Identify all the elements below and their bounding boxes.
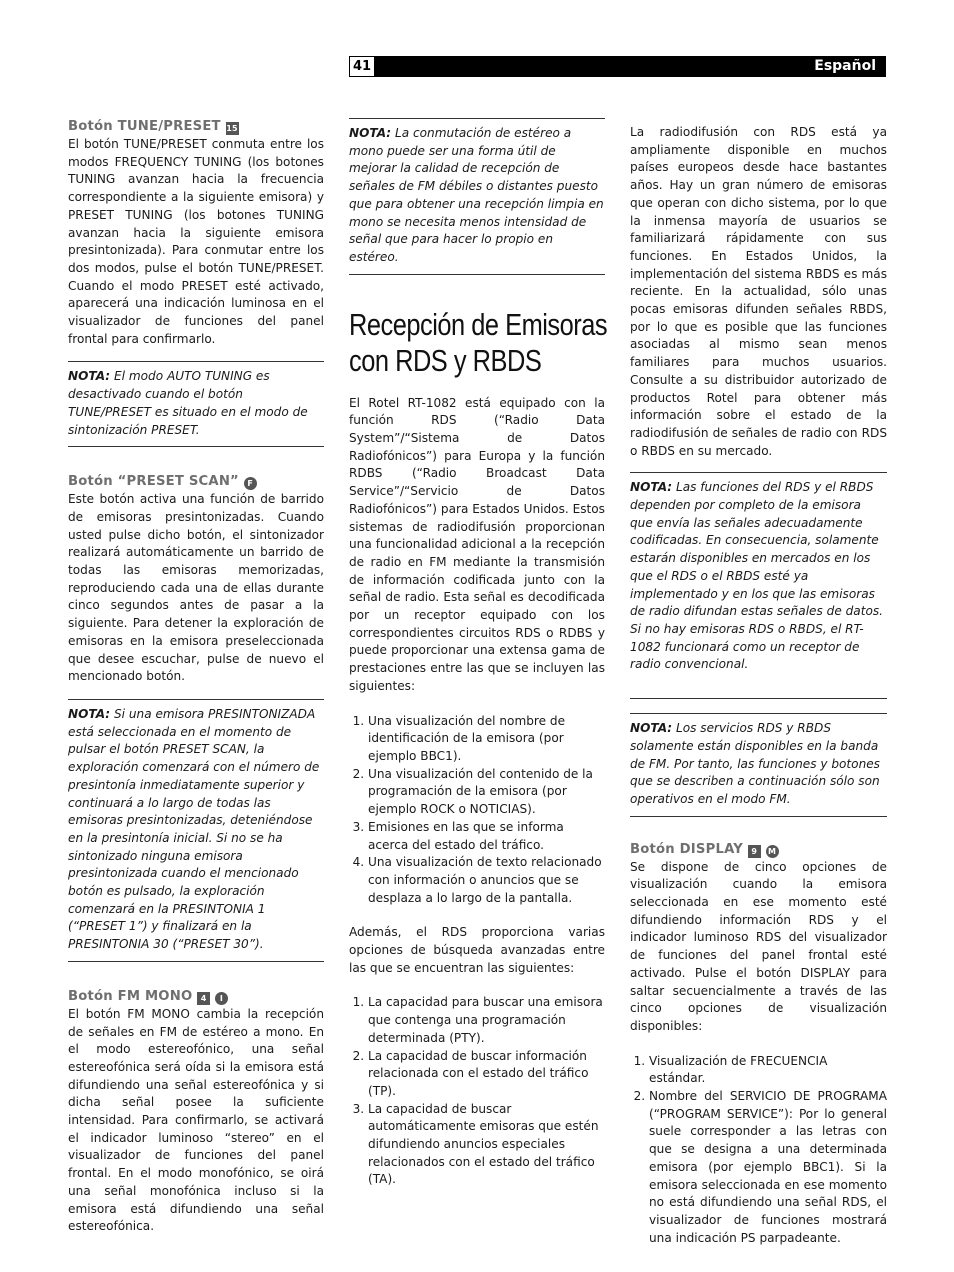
note-rds-dependency <box>630 472 887 699</box>
preset-scan-heading-text: Botón “PRESET SCAN” <box>68 474 239 490</box>
note-label: NOTA: <box>68 706 111 721</box>
fm-mono-heading <box>68 988 324 1006</box>
rds-search-list <box>349 994 605 1189</box>
list-item: 4. Una visualización de texto relacionado con información o anuncios que se desplaza a lo largo de la pantalla. <box>368 854 605 907</box>
display-options-list <box>630 1053 887 1248</box>
rds-features-list <box>349 713 605 908</box>
note-label: NOTA: <box>68 369 111 384</box>
tune-preset-heading-text: Botón TUNE/PRESET <box>68 119 221 134</box>
note-fm-only-body <box>630 720 887 809</box>
note-stereo-mono-text: La conmutación de estéreo a mono puede ser una forma útil de mejorar la calidad de recepción de señales de FM débiles o distantes puesto que para obtener una recepción limpia en mono se necesita menos intensidad de señal que para hacer lo propio en estéreo. <box>349 126 604 264</box>
list-item: 3. Emisiones en las que se informa acerca del estado del tráfico. <box>368 819 605 854</box>
preset-scan-heading <box>68 473 324 491</box>
note-auto-tuning-body <box>68 368 324 439</box>
spacer <box>630 674 887 691</box>
section-title <box>349 307 611 379</box>
section-title-line2: con RDS y RBDS <box>349 342 542 378</box>
column-middle <box>349 118 608 1189</box>
header-bar <box>349 56 886 77</box>
display-heading-text: Botón DISPLAY <box>630 841 743 857</box>
rds-intro-text: El Rotel RT-1082 está equipado con la función RDS (“Radio Data System”/“Sistema de Datos Radiofónicos”) para Europa y la función RDBS (“Radio Broadcast Data Service”/“Servicio de Datos Radiofónicos”) para Estados Unidos. Estos sistemas de radiodifusión proporcionan una funcionalidad adicional a la recepción de radio en FM mediante la transmisión de información codificada junto con la señal de radio. Esta señal es decodificada por un receptor equipado con los correspondientes circuitos RDS o RDBS y puede proporcionar una extensa gama de prestaciones entre las que se incluyen las siguientes: <box>349 395 605 693</box>
column-left <box>68 118 324 1236</box>
note-stereo-mono-body <box>349 125 605 267</box>
preset-scan-badge: F <box>244 477 257 490</box>
display-text: Se dispone de cinco opciones de visualización cuando la emisora seleccionada en ese momento esté difundiendo información RDS y el indicador luminoso RDS del visualizador de funciones del panel frontal esté activado. Pulse el botón DISPLAY para saltar secuencialmente a través de las cinco opciones de visualización disponibles: <box>630 859 887 1033</box>
note-rds-dependency-body <box>630 479 887 674</box>
note-fm-only-text: Los servicios RDS y RBDS solamente están disponibles en la banda de FM. Por tanto, las funciones y botones que se describen a continuación sólo son operativos en el modo FM. <box>630 721 880 806</box>
tune-preset-heading <box>68 118 324 136</box>
list-item: 2. Nombre del SERVICIO DE PROGRAMA (“PROGRAM SERVICE”): Por lo general suele corresponder a las letras con que se designa a una determinada emisora (por ejemplo BBC1). Si la emisora seleccionada en ese momento no está difundiendo una señal RDS, el visualizador de funciones mostrará una indicación PS parpadeante. <box>649 1088 887 1247</box>
note-label: NOTA: <box>630 480 673 495</box>
note-preset-scan-body <box>68 706 324 954</box>
note-preset-scan-text: Si una emisora PRESINTONIZADA está seleccionada en el momento de pulsar el botón PRESET SCAN, la exploración comenzará con el número de presintonía inmediatamente superior y continuará a lo largo de todas las emisoras presintonizadas, deteniéndose en la presintonía inicial. Si no se ha sintonizado ninguna emisora presintonizada cuando el mencionado botón es pulsado, la exploración comenzará en la PRESINTONIA 1 (“PRESET 1”) y finalizará en la PRESINTONIA 30 (“PRESET 30”). <box>68 706 320 952</box>
note-preset-scan <box>68 699 324 962</box>
display-badge-box: 9 <box>748 845 761 858</box>
list-item: 1. Visualización de FRECUENCIA estándar. <box>649 1053 887 1088</box>
list-item: 1. La capacidad para buscar una emisora que contenga una programación determinada (PTY). <box>368 994 605 1047</box>
list-item: 2. La capacidad de buscar información relacionada con el estado del tráfico (TP). <box>368 1048 605 1101</box>
tune-preset-badge: 15 <box>226 124 238 133</box>
display-heading <box>630 841 887 859</box>
note-stereo-mono <box>349 118 605 275</box>
note-auto-tuning <box>68 361 324 447</box>
note-rds-dependency-text: Las funciones del RDS y el RBDS dependen por completo de la emisora que envía las señales adecuadamente codificadas. En consecuencia, solamente estarán disponibles en mercados en los que el RDS o el RBDS esté ya implementado y en los que las emisoras de radio difundan estas señales de datos. Si no hay emisoras RDS o RBDS, el RT-1082 funcionará como un receptor de radio convencional. <box>630 480 883 672</box>
list-item: 2. Una visualización del contenido de la programación de la emisora (por ejemplo ROCK o NOTICIAS). <box>368 766 605 819</box>
fm-mono-heading-text: Botón FM MONO <box>68 988 193 1004</box>
preset-scan-text: Este botón activa una función de barrido de emisoras presintonizadas. Cuando usted pulse dicho botón, el sintonizador realizará automáticamente un barrido de todas las emisoras memorizadas, reproduciendo cada una de ellas durante cinco segundos antes de pasar a la siguiente. Para detener la exploración de emisoras en la emisora preseleccionada que desee escuchar, pulse de nuevo el mencionado botón. <box>68 492 324 684</box>
page-number: 41 <box>349 56 375 77</box>
rds-advanced-text: Además, el RDS proporciona varias opciones de búsqueda avanzadas entre las que se encuentran las siguientes: <box>349 925 605 975</box>
note-auto-tuning-text: El modo AUTO TUNING es desactivado cuando el botón TUNE/PRESET es situado en el modo de sintonización PRESET. <box>68 369 308 437</box>
section-title-line1: Recepción de Emisoras <box>349 306 608 342</box>
list-item: 1. Una visualización del nombre de identificación de la emisora (por ejemplo BBC1). <box>368 713 605 766</box>
fm-mono-badge-box: 4 <box>197 992 210 1005</box>
note-label: NOTA: <box>349 126 392 140</box>
note-fm-only <box>630 713 887 817</box>
list-item: 3. La capacidad de buscar automáticamente emisoras que estén difundiendo anuncios especiales relacionados con el estado del tráfico (TA). <box>368 1101 605 1190</box>
fm-mono-text: El botón FM MONO cambia la recepción de señales en FM de estéreo a mono. En el modo estereofónico, una señal estereofónica será oída si la emisora está difundiendo una señal estereofónica y si dicha señal posee la suficiente intensidad. Para confirmarlo, se activará el indicador luminoso “stereo” en el visualizador de funciones del panel frontal. En el modo monofónico, se oirá una señal monofónica incluso si la emisora está difundiendo una señal estereofónica. <box>68 1006 324 1234</box>
fm-mono-badge-circle: I <box>215 992 228 1005</box>
note-label: NOTA: <box>630 721 673 736</box>
rds-availability-text: La radiodifusión con RDS está ya ampliamente disponible en muchos países europeos desde hace bastantes años. Hay un gran número de emisoras que operan con dicho sistema, por lo que la inmensa mayoría de usuarios se familiarizará rápidamente con sus funciones. En Estados Unidos, la implementación del sistema RBDS es más reciente. En la actualidad, sólo unas pocas emisoras difunden señales RBDS, por lo que es posible que las funciones asociadas al mismo sean menos familiares para muchos usuarios. Consulte a su distribuidor autorizado de productos Rotel para obtener más información sobre el estado de la radiodifusión de señales de radio con RDS o RBDS en su mercado. <box>630 125 887 458</box>
column-right <box>630 124 887 1247</box>
display-badge-circle: M <box>766 845 779 858</box>
language-label: Español <box>814 58 876 74</box>
tune-preset-text: El botón TUNE/PRESET conmuta entre los modos FREQUENCY TUNING (los botones TUNING avanzan hacia la frecuencia correspondiente a la siguiente emisora) y PRESET TUNING (los botones TUNING avanzan hacia la siguiente emisora presintonizada). Para conmutar entre los dos modos, pulse el botón TUNE/PRESET. Cuando el modo PRESET esté activado, aparecerá una indicación luminosa en el visualizador de funciones del panel frontal para confirmarlo. <box>68 137 324 346</box>
